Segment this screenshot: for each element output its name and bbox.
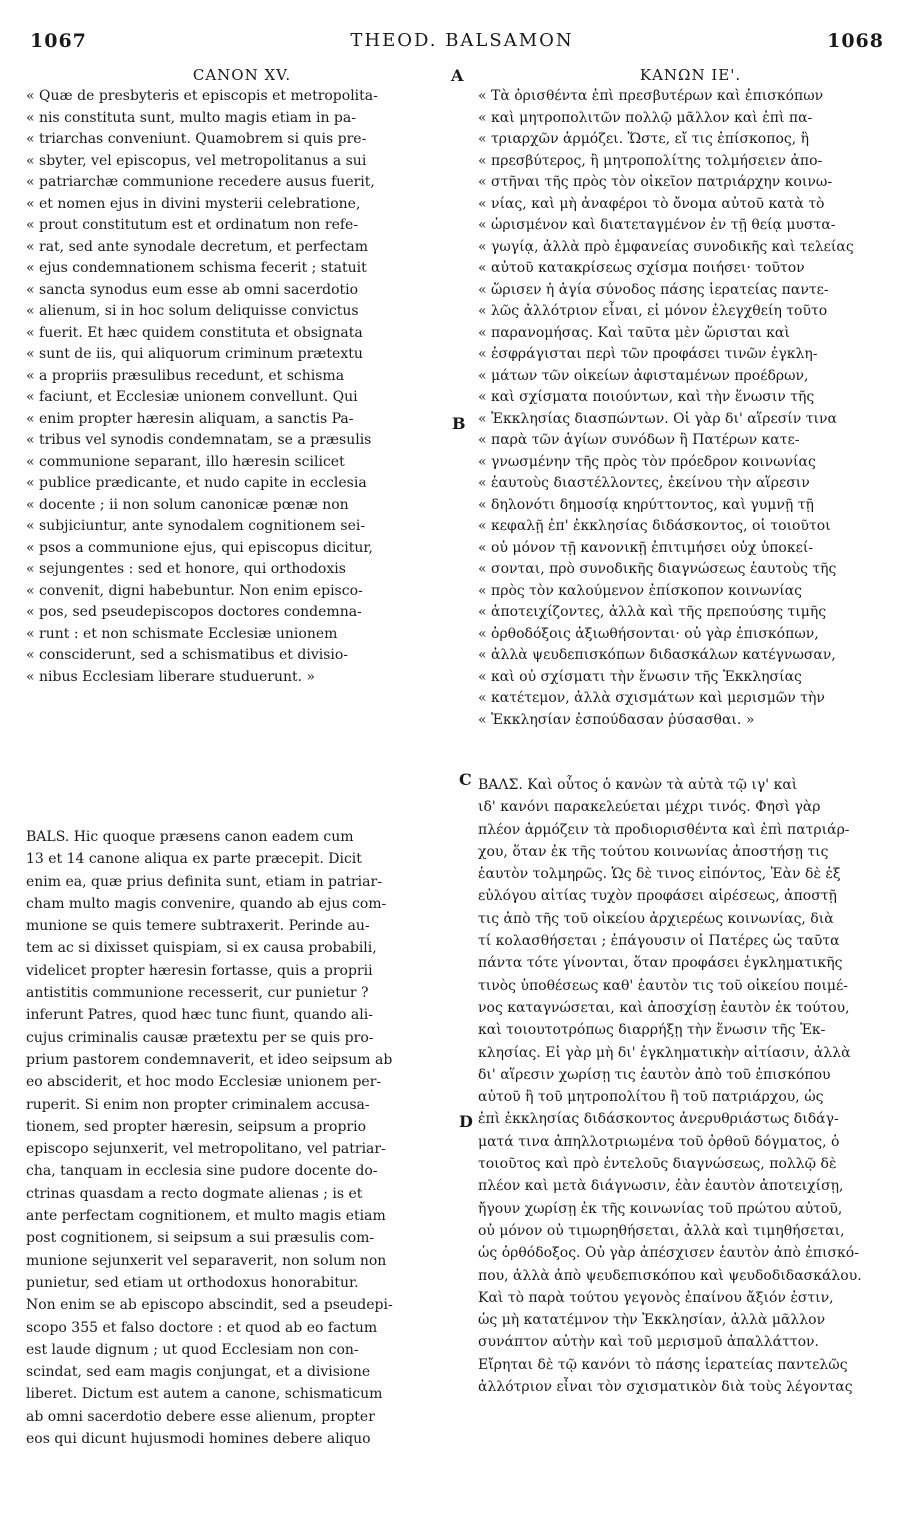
greek-commentary-line: δι' αἵρεσιν χωρίσῃ τις ἑαυτὸν ἀπὸ τοῦ ἐπισκόπου (478, 1066, 831, 1083)
greek-canon-line: « ὡρισμένον καὶ διατεταγμένον ἐν τῇ θείᾳ μυστα- (478, 217, 836, 233)
latin-commentary-line: BALS. Hic quoque præsens canon eadem cum (26, 829, 354, 845)
latin-canon-line: « nis constituta sunt, multo magis etiam in pa- (26, 109, 356, 126)
greek-commentary-line: που, ἀλλὰ ἀπὸ ψευδεπισκόπου καὶ ψευδοδιδασκάλου. (478, 1267, 862, 1284)
greek-canon-line: « τριαρχῶν ἁρμόζει. Ὥστε, εἴ τις ἐπίσκοπος, ἢ (478, 131, 809, 147)
latin-canon-line: « patriarchæ communione recedere ausus fuerit, (26, 174, 375, 190)
greek-canon-line: « αὐτοῦ κατακρίσεως σχίσμα ποιήσει· τοῦτον (478, 260, 805, 276)
section-mark-d: D (459, 1112, 473, 1131)
greek-canon-line: « λῶς ἀλλότριον εἶναι, εἰ μόνον ἐλεγχθείη τοῦτο (478, 303, 828, 319)
section-mark-a: A (451, 66, 464, 85)
latin-canon-line: « docente ; ii non solum canonicæ pœnæ non (26, 496, 349, 513)
latin-commentary-line: cham multo magis convenire, quando ab ejus com- (26, 895, 387, 912)
greek-commentary-line: ὡς ὀρθόδοξος. Οὐ γὰρ ἀπέσχισεν ἑαυτὸν ἀπὸ ἐπισκό- (478, 1245, 859, 1262)
latin-commentary-line: eo absciderit, et hoc modo Ecclesiæ unionem per- (26, 1074, 382, 1091)
latin-commentary-line: cujus criminalis causæ prætextu per se quis pro- (26, 1029, 374, 1046)
greek-canon-line: « ἀλλὰ ψευδεπισκόπων διδασκάλων κατέγνωσαν, (478, 647, 836, 663)
latin-commentary-line: prium pastorem condemnaverit, et ideo seipsum ab (26, 1051, 393, 1068)
latin-commentary-line: episcopo sejunxerit, vel metropolitano, vel patriar- (26, 1141, 386, 1158)
latin-commentary-line: tionem, sed propter hæresin, seipsum a proprio (26, 1118, 366, 1135)
greek-canon-line: « καὶ σχίσματα ποιούντων, καὶ τὴν ἕνωσιν τῆς (478, 389, 815, 405)
greek-canon-text (478, 64, 903, 731)
latin-commentary (26, 826, 458, 1450)
greek-commentary (478, 774, 903, 1398)
latin-commentary-line: scopo 355 et falso doctore : et quod ab eo factum (26, 1319, 378, 1336)
latin-canon-line: « nibus Ecclesiam liberare studuerunt. » (26, 668, 316, 685)
greek-canon-line: « ἀποτειχίζοντες, ἀλλὰ καὶ τῆς πρεπούσης τιμῆς (478, 604, 827, 620)
greek-commentary-line: ματά τινα ἀπηλλοτριωμένα τοῦ ὀρθοῦ δόγματος, ὁ (478, 1133, 840, 1150)
latin-canon-line: « rat, sed ante synodale decretum, et perfectam (26, 238, 368, 255)
greek-canon-line: « ὥρισεν ἡ ἁγία σύνοδος πάσης ἱερατείας παντε- (478, 281, 829, 298)
latin-canon-line: « consciderunt, sed a schismatibus et divisio- (26, 647, 349, 663)
latin-commentary-line: cha, tanquam in ecclesia sine pudore docente do- (26, 1163, 378, 1180)
latin-canon-line: « tribus vel synodis condemnatam, se a præsulis (26, 432, 372, 448)
running-title: THEOD. BALSAMON (350, 30, 574, 51)
latin-commentary-line: 13 et 14 canone aliqua ex parte præcepit. Dicit (26, 851, 362, 868)
latin-canon-line: « alienum, si in hoc solum deliquisse convictus (26, 303, 359, 319)
greek-canon-line: « γωγίᾳ, ἀλλὰ πρὸ ἐμφανείας συνοδικῆς καὶ τελείας (478, 238, 854, 255)
greek-canon-title: ΚΑΝΩΝ ΙΕ'. (639, 66, 742, 84)
greek-canon-line: « μάτων τῶν οἰκείων ἀφισταμένων προέδρων, (478, 367, 809, 384)
latin-canon-line: « sejungentes : sed et honore, qui orthodoxis (26, 561, 346, 577)
greek-commentary-line: Καὶ τὸ παρὰ τούτου γεγονὸς ἐπαίνου ἄξιόν ἐστιν, (478, 1289, 834, 1306)
latin-commentary-line: ante perfectam cognitionem, et multo magis etiam (26, 1208, 386, 1225)
latin-commentary-line: est laude dignum ; ut quod Ecclesiam non con- (26, 1341, 359, 1358)
latin-canon-line: « ejus condemnationem schisma fecerit ; statuit (26, 260, 367, 276)
greek-commentary-line: χου, ὅταν ἐκ τῆς τούτου κοινωνίας ἀποστήσῃ τις (478, 843, 829, 860)
greek-canon-line: « καὶ οὐ σχίσματι τὴν ἕνωσιν τῆς Ἐκκλησίας (478, 668, 802, 685)
greek-commentary-line: τις ἀπὸ τῆς τοῦ οἰκείου ἀρχιερέως κοινωνίας, διὰ (478, 910, 834, 927)
greek-canon-line: « κεφαλῇ ἐπ' ἐκκλησίας διδάσκοντος, οἱ τοιοῦτοι (478, 518, 831, 534)
greek-commentary-line: πλέον καὶ μετὰ διάγνωσιν, ἐὰν ἑαυτὸν ἀποτειχίσῃ, (478, 1178, 844, 1195)
latin-commentary-line: scindat, sed eam magis conjungat, et a divisione (26, 1364, 371, 1381)
greek-commentary-line: ιδ' κανόνι παρακελεύεται μέχρι τινός. Φησὶ γὰρ (478, 799, 821, 816)
latin-canon-line: « runt : et non schismate Ecclesiæ unionem (26, 625, 338, 642)
latin-canon-line: « sunt de iis, qui aliquorum criminum prætextu (26, 346, 363, 362)
greek-canon-line: « Ἐκκλησίαν ἐσπούδασαν ῥύσασθαι. » (478, 711, 755, 728)
latin-commentary-line: liberet. Dictum est autem a canone, schismaticum (26, 1386, 383, 1403)
latin-canon-line: « sancta synodus eum esse ab omni sacerdotio (26, 281, 359, 298)
latin-commentary-line: ctrinas quasdam a recto dogmate alienas ; is et (26, 1185, 363, 1202)
latin-commentary-line: munione sejunxerit vel separaverit, non solum non (26, 1252, 387, 1269)
greek-commentary-line: ἤγουν χωρίσῃ ἐκ τῆς κοινωνίας τοῦ πρώτου αὐτοῦ, (478, 1200, 843, 1217)
latin-canon-line: « subjiciuntur, ante synodalem cognitionem sei- (26, 518, 366, 534)
greek-commentary-line: τινὸς ὑποθέσεως καθ' ἑαυτὸν τις τοῦ οἰκείου ποιμέ- (478, 977, 849, 994)
latin-canon-line: « pos, sed pseudepiscopos doctores condemna- (26, 604, 362, 620)
greek-canon-line: « ὀρθοδόξοις ἀξιωθήσονται· οὐ γὰρ ἐπισκόπων, (478, 625, 819, 642)
latin-canon-line: « fuerit. Et hæc quidem constituta et obsignata (26, 324, 363, 341)
latin-canon-line: « triarchas conveniunt. Quamobrem si quis pre- (26, 131, 367, 147)
latin-canon-line: « psos a communione ejus, qui episcopus dicitur, (26, 539, 373, 556)
section-mark-c: C (459, 770, 472, 789)
greek-canon-line: « παρὰ τῶν ἁγίων συνόδων ἢ Πατέρων κατε- (478, 432, 800, 448)
greek-commentary-line: ἑαυτὸν τολμηρῶς. Ὡς δὲ τινος εἰπόντος, Ἐὰν δὲ ἐξ (478, 866, 841, 883)
greek-commentary-line: αὐτοῦ ἢ τοῦ μητροπολίτου ἢ τοῦ πατριάρχου, ὡς (478, 1089, 824, 1106)
greek-canon-line: « κατέτεμον, ἀλλὰ σχισμάτων καὶ μερισμῶν τὴν (478, 690, 825, 706)
greek-canon-line: « Ἐκκλησίας διασπώντων. Οἱ γὰρ δι' αἵρεσίν τινα (478, 410, 837, 427)
latin-canon-text (26, 64, 458, 688)
greek-commentary-line: τί κολασθήσεται ; ἐπάγουσιν οἱ Πατέρες ὡς ταῦτα (478, 933, 840, 950)
latin-commentary-line: punietur, sed etiam ut orthodoxus honorabitur. (26, 1274, 359, 1291)
latin-commentary-line: munione se quis temere subtraxerit. Perinde au- (26, 918, 370, 935)
greek-commentary-line: νος καταγνώσεται, καὶ ἀποσχίσῃ ἑαυτὸν ἐκ τούτου, (478, 999, 850, 1016)
greek-commentary-line: τοιοῦτος καὶ πρὸ ἐντελοῦς διαγνώσεως, πολλῷ δὲ (478, 1156, 837, 1173)
latin-commentary-line: eos qui dicunt hujusmodi homines debere aliquo (26, 1431, 371, 1448)
greek-canon-line: « γνωσμένην τῆς πρὸς τὸν πρόεδρον κοινωνίας (478, 453, 816, 470)
latin-canon-line: « enim propter hæresin aliquam, a sanctis Pa- (26, 410, 354, 427)
latin-commentary-line: videlicet propter hæresin fortasse, quis a proprii (26, 962, 373, 979)
greek-commentary-line: συνάπτον αὐτὴν καὶ τοῦ μερισμοῦ ἀπαλλάττον. (478, 1334, 820, 1351)
greek-canon-line: « νίας, καὶ μὴ ἀναφέροι τὸ ὄνομα αὐτοῦ κατὰ τὸ (478, 195, 825, 212)
greek-commentary-line: Εἴρηται δὲ τῷ κανόνι τὸ πάσης ἱερατείας παντελῶς (478, 1356, 848, 1373)
latin-commentary-line: Non enim se ab episcopo abscindit, sed a pseudepi- (26, 1297, 393, 1314)
latin-commentary-line: enim ea, quæ prius definita sunt, etiam in patriar- (26, 873, 382, 890)
greek-canon-line: « στῆναι τῆς πρὸς τὸν οἰκεῖον πατριάρχην κοινω- (478, 174, 833, 190)
greek-canon-line: « οὐ μόνον τῇ κανονικῇ ἐπιτιμήσει οὐχ ὑποκεί- (478, 539, 814, 556)
greek-canon-line: « πρὸς τὸν καλούμενον ἐπίσκοπον κοινωνίας (478, 582, 802, 599)
latin-canon-line: « convenit, digni habebuntur. Non enim episco- (26, 582, 363, 599)
latin-canon-line: « communione separant, illo hæresin scilicet (26, 453, 345, 470)
latin-canon-line: « prout constitutum est et ordinatum non refe- (26, 217, 359, 233)
greek-canon-line: « ἑαυτοὺς διαστέλλοντες, ἐκείνου τὴν αἵρεσιν (478, 475, 810, 491)
section-mark-b: B (452, 414, 466, 433)
greek-commentary-line: οὐ μόνον οὐ τιμωρηθήσεται, ἀλλὰ καὶ τιμηθήσεται, (478, 1222, 845, 1239)
latin-commentary-line: antistitis communione recesserit, cur punietur ? (26, 985, 369, 1002)
greek-commentary-line: κλησίας. Εἰ γὰρ μὴ δι' ἐγκληματικὴν αἰτίασιν, ἀλλὰ (478, 1044, 851, 1061)
left-page-number: 1067 (30, 30, 87, 52)
greek-commentary-line: εὐλόγου αἰτίας τυχὸν προφάσει αἱρέσεως, ἀποστῇ (478, 888, 837, 905)
latin-canon-line: « a propriis præsulibus recedunt, et schisma (26, 367, 345, 384)
greek-canon-line: « δηλονότι δημοσίᾳ κηρύττοντος, καὶ γυμνῇ τῇ (478, 496, 814, 513)
greek-canon-line: « πρεσβύτερος, ἢ μητροπολίτης τολμήσειεν ἀπο- (478, 152, 823, 169)
latin-commentary-line: ruperit. Si enim non propter criminalem accusa- (26, 1096, 370, 1113)
latin-canon-line: « faciunt, et Ecclesiæ unionem convellunt. Qui (26, 389, 358, 405)
greek-commentary-line: ἀλλότριον εἶναι τὸν σχισματικὸν διὰ τοὺς λέγοντας (478, 1379, 853, 1396)
greek-commentary-line: ΒΑΛΣ. Καὶ οὗτος ὁ κανὼν τὰ αὐτὰ τῷ ιγ' καὶ (478, 777, 798, 793)
greek-commentary-line: πάντα τότε γίνονται, ὅταν προφάσει ἐγκληματικῆς (478, 955, 843, 972)
latin-commentary-line: ab omni sacerdotio debere esse alienum, propter (26, 1408, 375, 1425)
greek-canon-line: « σονται, πρὸ συνοδικῆς διαγνώσεως ἑαυτοὺς τῆς (478, 561, 837, 577)
greek-commentary-line: πλέον ἁρμόζειν τὰ προδιορισθέντα καὶ ἐπὶ πατριάρ- (478, 821, 850, 838)
latin-canon-title: CANON XV. (192, 66, 292, 84)
latin-canon-line: « Quæ de presbyteris et episcopis et metropolita- (26, 88, 378, 104)
latin-commentary-line: inferunt Patres, quod hæc tunc fiunt, quando ali- (26, 1007, 373, 1024)
latin-commentary-line: post cognitionem, si seipsum a sui præsulis com- (26, 1230, 375, 1247)
greek-canon-line: « παρανομήσας. Καὶ ταῦτα μὲν ὥρισται καὶ (478, 324, 790, 341)
latin-commentary-line: tem ac si dixisset quispiam, si ex causa probabili, (26, 940, 377, 957)
greek-canon-line: « ἐσφράγισται περὶ τῶν προφάσει τινῶν ἐγκλη- (478, 346, 818, 362)
latin-canon-line: « publice prædicante, et nudo capite in ecclesia (26, 475, 367, 491)
latin-canon-line: « et nomen ejus in divini mysterii celebratione, (26, 195, 361, 212)
greek-commentary-line: ἐπὶ ἐκκλησίας διδάσκοντος ἀνερυθριάστως διδάγ- (478, 1111, 839, 1128)
greek-canon-line: « καὶ μητροπολιτῶν πολλῷ μᾶλλον καὶ ἐπὶ πα- (478, 109, 813, 126)
greek-canon-line: « Τὰ ὁρισθέντα ἐπὶ πρεσβυτέρων καὶ ἐπισκόπων (478, 88, 824, 104)
right-page-number: 1068 (827, 30, 884, 52)
greek-commentary-line: καὶ τοιουτοτρόπως διαρρήξῃ τὴν ἕνωσιν τῆς Ἐκ- (478, 1022, 826, 1039)
latin-canon-line: « sbyter, vel episcopus, vel metropolitanus a sui (26, 152, 367, 169)
greek-commentary-line: ὡς μὴ κατατέμνον τὴν Ἐκκλησίαν, ἀλλὰ μᾶλλον (478, 1312, 826, 1329)
